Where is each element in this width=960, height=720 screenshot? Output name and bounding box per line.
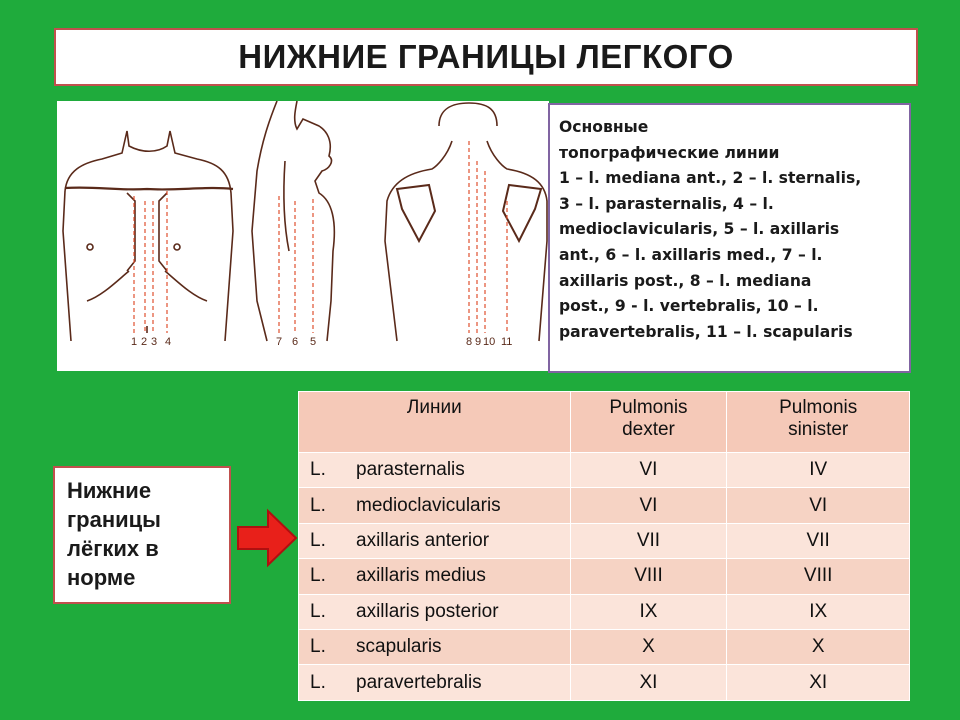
cell-sinister: IV <box>727 453 910 488</box>
cell-dexter: VI <box>570 488 727 523</box>
line-prefix: L. <box>310 494 326 516</box>
cell-dexter: VII <box>570 523 727 558</box>
cell-dexter: X <box>570 629 727 664</box>
table-row <box>299 665 910 700</box>
back-figure-drawing <box>385 103 547 341</box>
cell-dexter: IX <box>570 594 727 629</box>
line-prefix: L. <box>310 459 326 481</box>
header-lines: Линии <box>299 392 571 453</box>
label-3: 3 <box>151 336 158 348</box>
cell-line-name <box>299 559 571 594</box>
line-name: medioclavicularis <box>356 494 501 516</box>
legend-line: medioclavicularis, 5 – l. axillaris <box>559 220 840 239</box>
line-prefix: L. <box>310 529 326 551</box>
legend-line: топографические линии <box>559 143 780 162</box>
cell-dexter: VIII <box>570 559 727 594</box>
cell-sinister: XI <box>727 665 910 700</box>
cell-sinister: VIII <box>727 559 910 594</box>
label-5: 5 <box>310 336 317 348</box>
label-8: 8 <box>466 336 473 348</box>
cell-line-name <box>299 665 571 700</box>
side-figure-drawing <box>252 101 334 341</box>
line-name: scapularis <box>356 636 442 658</box>
legend-line: axillaris post., 8 – l. mediana <box>559 271 812 290</box>
anatomy-figure <box>57 101 549 371</box>
front-dashed-lines <box>134 191 167 333</box>
note-line: Нижние <box>67 478 152 503</box>
line-name: axillaris posterior <box>356 600 499 622</box>
line-prefix: L. <box>310 600 326 622</box>
cell-line-name <box>299 453 571 488</box>
label-2: 2 <box>141 336 148 348</box>
legend-line: paravertebralis, 11 – l. scapularis <box>559 322 853 341</box>
label-1: 1 <box>131 336 138 348</box>
table-row <box>299 629 910 664</box>
note-box <box>53 466 231 604</box>
table-row <box>299 523 910 558</box>
legend-line: post., 9 - l. vertebralis, 10 – l. <box>559 297 819 316</box>
right-arrow-icon <box>236 508 298 568</box>
cell-sinister: VI <box>727 488 910 523</box>
note-line: границы <box>67 507 161 532</box>
topographic-lines-legend <box>548 103 911 373</box>
line-name: axillaris anterior <box>356 529 490 551</box>
cell-line-name <box>299 523 571 558</box>
label-6: 6 <box>292 336 299 348</box>
label-7: 7 <box>276 336 283 348</box>
table-header-row <box>299 392 910 453</box>
cell-dexter: VI <box>570 453 727 488</box>
topographic-lines-illustration <box>57 101 549 371</box>
label-11: 11 <box>501 336 513 348</box>
legend-line: 1 – l. mediana ant., 2 – l. sternalis, <box>559 169 862 188</box>
cell-dexter: XI <box>570 665 727 700</box>
line-prefix: L. <box>310 565 326 587</box>
legend-line: 3 – l. parasternalis, 4 – l. <box>559 194 774 213</box>
table-row <box>299 559 910 594</box>
cell-line-name <box>299 594 571 629</box>
back-dashed-lines <box>469 141 507 333</box>
note-line: лёгких в <box>67 536 159 561</box>
table-row <box>299 594 910 629</box>
cell-line-name <box>299 629 571 664</box>
slide-title: НИЖНИЕ ГРАНИЦЫ ЛЕГКОГО <box>238 38 734 75</box>
figure-labels <box>131 336 512 348</box>
line-name: axillaris medius <box>356 565 486 587</box>
lung-borders-table-wrap <box>298 391 910 701</box>
label-10: 10 <box>483 336 496 348</box>
table-row <box>299 488 910 523</box>
legend-line: ant., 6 – l. axillaris med., 7 – l. <box>559 245 823 264</box>
line-prefix: L. <box>310 636 326 658</box>
cell-sinister: IX <box>727 594 910 629</box>
table-row <box>299 453 910 488</box>
cell-line-name <box>299 488 571 523</box>
header-sinister: Pulmonis sinister <box>727 392 910 453</box>
lung-borders-table <box>298 391 910 701</box>
cell-sinister: X <box>727 629 910 664</box>
label-9: 9 <box>475 336 482 348</box>
line-name: paravertebralis <box>356 671 482 693</box>
label-4: 4 <box>165 336 172 348</box>
line-prefix: L. <box>310 671 326 693</box>
slide-title-box <box>54 28 918 86</box>
note-line: норме <box>67 565 136 590</box>
cell-sinister: VII <box>727 523 910 558</box>
line-name: parasternalis <box>356 459 465 481</box>
front-torso-drawing <box>63 131 233 341</box>
legend-line: Основные <box>559 118 649 136</box>
header-dexter: Pulmonis dexter <box>570 392 727 453</box>
